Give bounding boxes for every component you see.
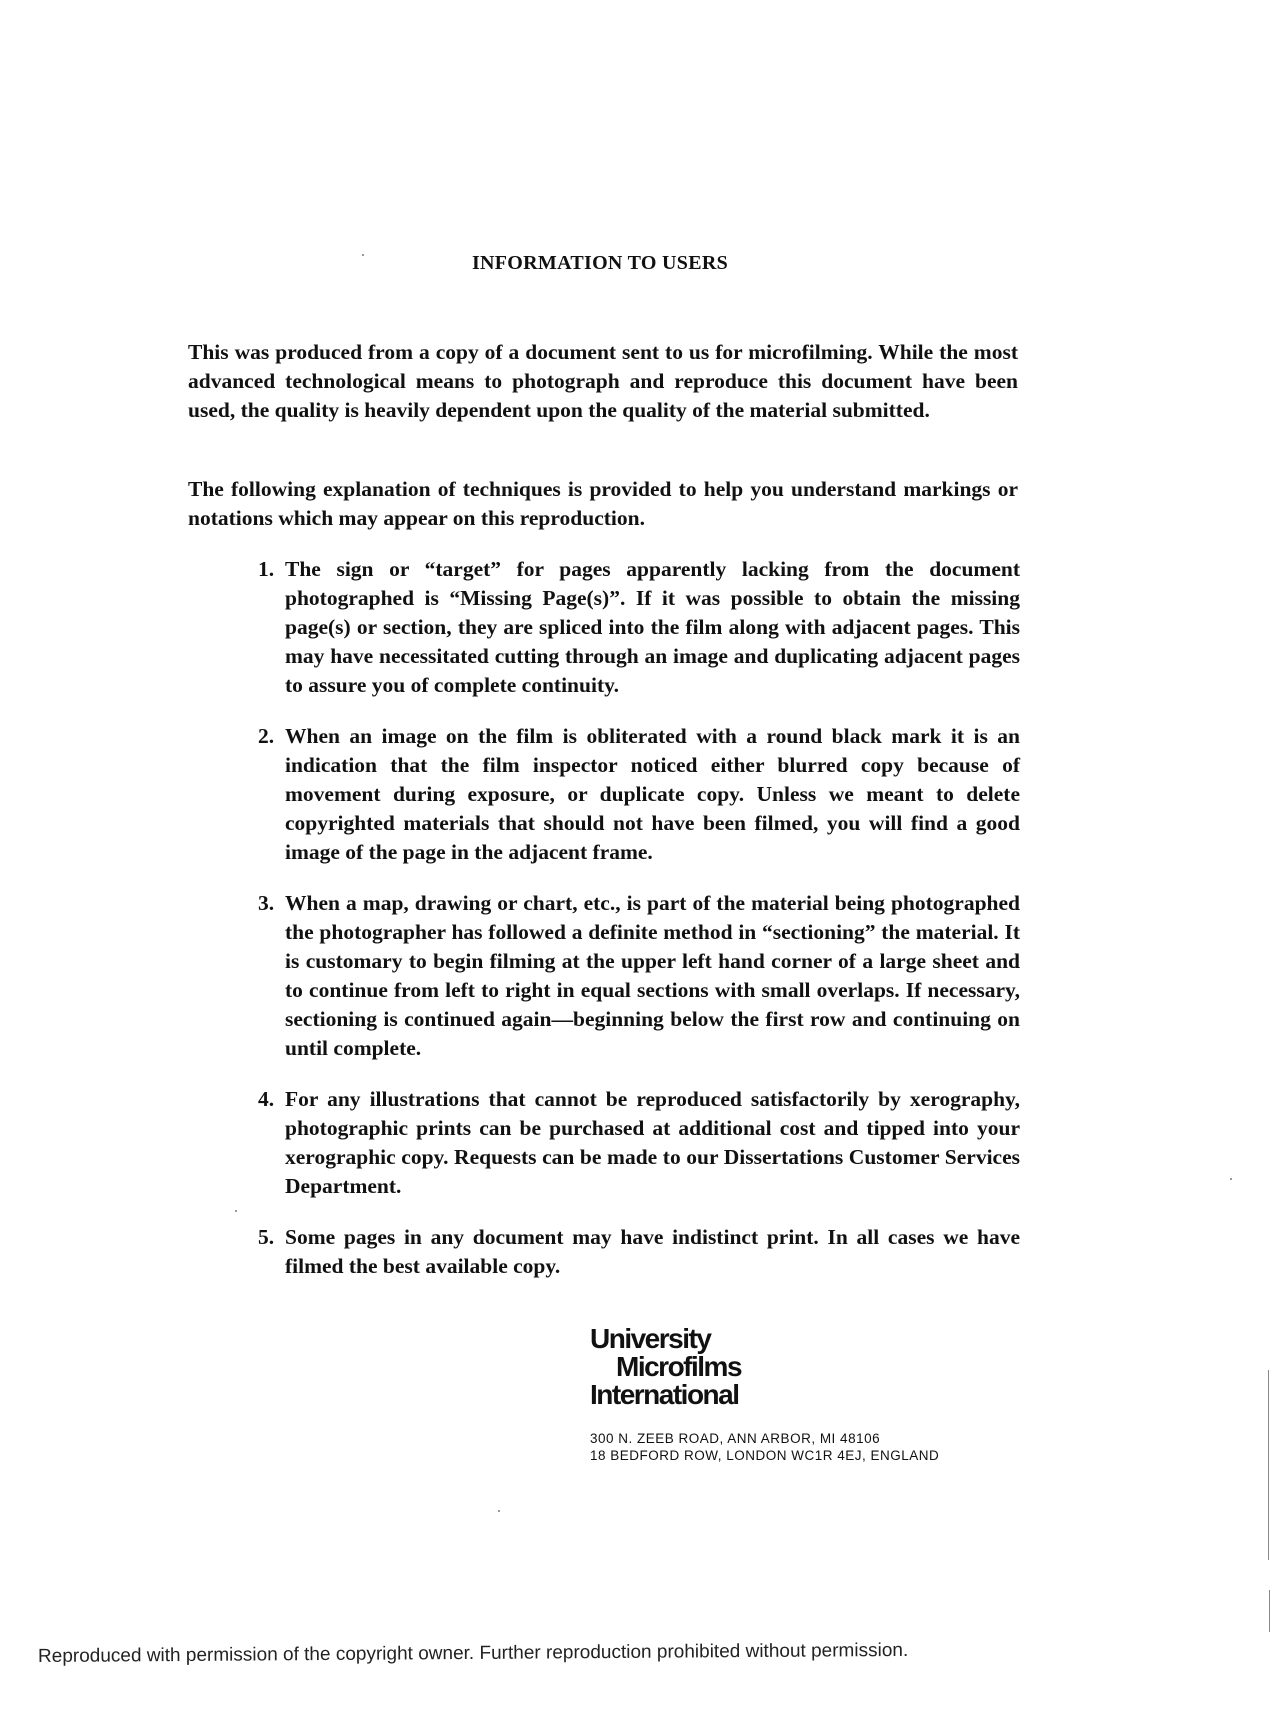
page-title: INFORMATION TO USERS [471,252,729,274]
list-item-text: For any illustrations that cannot be reproduced satisfactorily by xerography, photographic prints can be purchased at additional cost and tipped into your xerographic copy. Requests can be made to our Dissertations Customer Services Department. [285,1087,1020,1198]
list-item-text: When a map, drawing or chart, etc., is part of the material being photographed the photographer has followed a definite method in “sectioning” the material. It is customary to begin filming at the upper left hand corner of a large sheet and to continue from left to right in equal sections with small overlaps. If necessary, sectioning is continued again—beginning below the first row and continuing on until complete. [285,891,1020,1060]
list-item [250,1223,1020,1281]
intro-paragraph: The following explanation of techniques is provided to help you understand markings or notations which may appear on this reproduction. [188,477,1018,530]
publisher-logo [590,1325,741,1409]
list-item-number: 3. [258,891,275,915]
list-item-text: Some pages in any document may have indistinct print. In all cases we have filmed the best available copy. [285,1225,1020,1278]
list-item [250,722,1020,867]
logo-line: University [590,1323,711,1354]
list-item-text: The sign or “target” for pages apparently lacking from the document photographed is “Missing Page(s)”. If it was possible to obtain the missing page(s) or section, they are spliced into the film along with adjacent pages. This may have necessitated cutting through an image and duplicating adjacent pages to assure you of complete continuity. [285,557,1020,697]
list-item-number: 4. [258,1087,275,1111]
list-item-number: 2. [258,724,275,748]
copyright-footer: Reproduced with permission of the copyright owner. Further reproduction prohibited without permission. [37,1639,909,1667]
logo-line: Microfilms [616,1351,742,1382]
scan-speck [1230,1178,1232,1180]
intro-paragraph: This was produced from a copy of a document sent to us for microfilming. While the most advanced technological means to photograph and reproduce this document have been used, the quality is heavily dependent upon the quality of the material submitted. [188,340,1018,422]
address-line: 18 BEDFORD ROW, LONDON WC1R 4EJ, ENGLAND [590,1448,940,1463]
scan-speck [498,1510,500,1512]
scan-edge-mark [1268,1370,1269,1560]
list-item-text: When an image on the film is obliterated with a round black mark it is an indication that the film inspector noticed either blurred copy because of movement during exposure, or duplicate copy. Unless we meant to delete copyrighted materials that should not have been filmed, you will find a good image of the page in the adjacent frame. [285,724,1020,864]
list-item-number: 1. [258,557,275,581]
explanation-list [250,555,1020,1303]
list-item [250,1085,1020,1201]
scan-edge-mark [1269,1590,1270,1632]
list-item-number: 5. [258,1225,275,1249]
logo-line: International [590,1379,739,1410]
address-line: 300 N. ZEEB ROAD, ANN ARBOR, MI 48106 [590,1431,881,1446]
scan-speck [362,254,364,256]
list-item [250,889,1020,1063]
scan-speck [235,1210,237,1212]
list-item [250,555,1020,700]
publisher-address [590,1430,939,1464]
